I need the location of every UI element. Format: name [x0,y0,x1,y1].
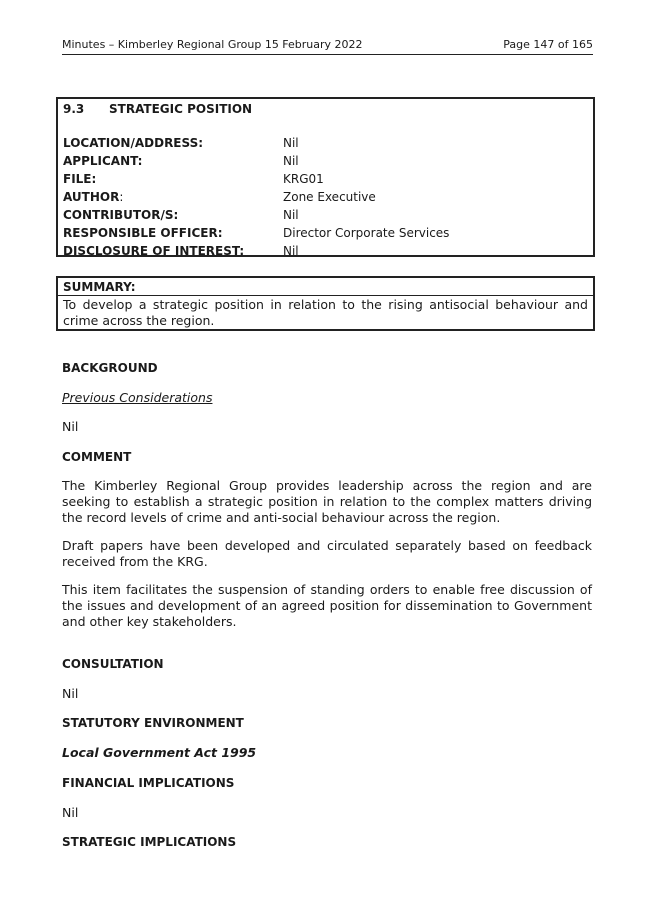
item-title-text: STRATEGIC POSITION [109,102,253,116]
field-applicant [63,154,593,172]
field-disclosure [63,244,593,262]
item-details-box [56,97,595,257]
item-title [63,102,252,116]
background-heading: BACKGROUND [62,361,158,375]
previous-considerations-subheading: Previous Considerations [62,390,213,405]
comment-paragraph-2: Draft papers have been developed and circulated separately based on feedback received from the KRG. [62,538,592,569]
field-responsible-officer [63,226,593,244]
field-label: RESPONSIBLE OFFICER: [63,226,223,240]
field-label: DISCLOSURE OF INTEREST: [63,244,245,258]
field-author [63,190,593,208]
comment-paragraph-3: This item facilitates the suspension of standing orders to enable free discussion of the issues and development of an agreed position for dissemination to Government and other key stakeholders. [62,582,592,629]
field-value: Zone Executive [283,190,376,204]
field-value: Director Corporate Services [283,226,450,240]
field-file [63,172,593,190]
statutory-text: Local Government Act 1995 [62,745,257,760]
previous-considerations-line [62,390,592,406]
field-label: AUTHOR: [63,190,124,204]
comment-paragraph-1: The Kimberley Regional Group provides leadership across the region and are seeking to establish a strategic position in relation to the complex matters driving the record levels of crime and anti-social behaviour across the region. [62,478,592,525]
statutory-heading: STATUTORY ENVIRONMENT [62,716,244,730]
field-label: LOCATION/ADDRESS: [63,136,204,150]
field-location [63,136,593,154]
field-label: CONTRIBUTOR/S: [63,208,179,222]
summary-text: To develop a strategic position in relation to the rising antisocial behaviour and crime across the region. [63,297,588,328]
field-value: Nil [283,136,299,150]
header-title: Minutes – Kimberley Regional Group 15 February 2022 [62,38,363,51]
field-label: APPLICANT: [63,154,143,168]
consultation-text: Nil [62,686,79,701]
comment-heading: COMMENT [62,450,132,464]
background-text: Nil [62,419,79,434]
field-label: FILE: [63,172,97,186]
field-value: KRG01 [283,172,324,186]
field-value: Nil [283,208,299,222]
strategic-heading: STRATEGIC IMPLICATIONS [62,835,237,849]
summary-heading: SUMMARY: [58,278,593,296]
field-contributors [63,208,593,226]
summary-box [56,276,595,331]
field-value: Nil [283,154,299,168]
consultation-heading: CONSULTATION [62,657,164,671]
item-number: 9.3 [63,102,85,116]
field-value: Nil [283,244,299,258]
page-number: Page 147 of 165 [503,38,593,51]
financial-heading: FINANCIAL IMPLICATIONS [62,776,235,790]
financial-text: Nil [62,805,79,820]
page-header [62,38,593,55]
